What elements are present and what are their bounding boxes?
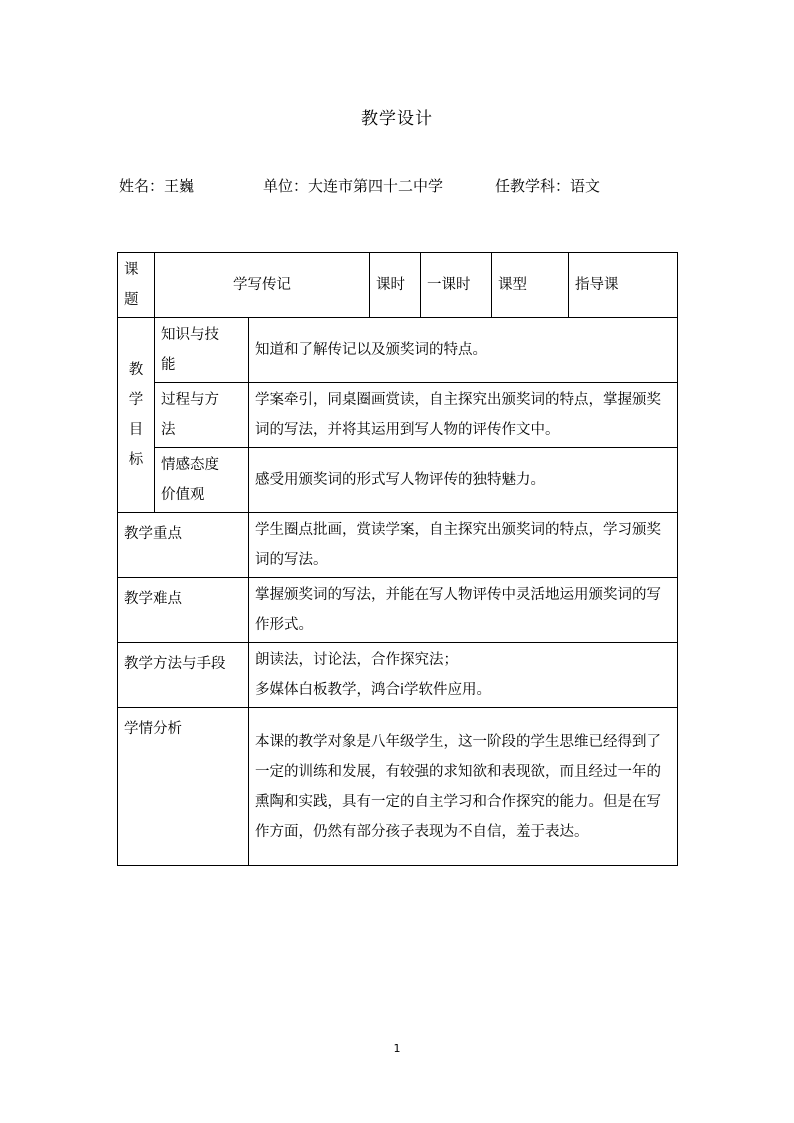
author-subject: 任教学科：语文	[495, 177, 601, 195]
objective-row	[118, 383, 678, 448]
author-unit: 单位：大连市第四十二中学	[263, 177, 444, 195]
type-label: 课型	[492, 253, 569, 318]
analysis-content: 本课的教学对象是八年级学生，这一阶段的学生思维已经得到了一定的训练和发展，有较强的求知欲和表现欲，而且经过一年的熏陶和实践，具有一定的自主学习和合作探究的能力。但是在写作方面，仍然有部分孩子表现为不自信，羞于表达。	[249, 708, 678, 866]
methods-line: 朗读法，讨论法，合作探究法；	[255, 652, 458, 668]
page-number: 1	[393, 1042, 401, 1055]
objective-content: 感受用颁奖词的形式写人物评传的独特魅力。	[249, 448, 678, 513]
topic-value: 学写传记	[155, 253, 370, 318]
key-points-label: 教学重点	[118, 513, 249, 578]
analysis-label: 学情分析	[118, 708, 249, 866]
objective-content: 学案牵引，同桌圈画赏读，自主探究出颁奖词的特点，掌握颁奖词的写法，并将其运用到写人物的评传作文中。	[249, 383, 678, 448]
topic-row	[118, 253, 678, 318]
methods-content	[249, 643, 678, 708]
type-value: 指导课	[569, 253, 678, 318]
objectives-label: 教 学 目 标	[118, 318, 155, 513]
difficulties-content: 掌握颁奖词的写法，并能在写人物评传中灵活地运用颁奖词的写作形式。	[249, 578, 678, 643]
lesson-plan-table	[117, 252, 678, 866]
topic-label: 课 题	[118, 253, 155, 318]
analysis-row	[118, 708, 678, 866]
objective-content: 知道和了解传记以及颁奖词的特点。	[249, 318, 678, 383]
period-label: 课时	[370, 253, 421, 318]
key-points-content: 学生圈点批画，赏读学案，自主探究出颁奖词的特点，学习颁奖词的写法。	[249, 513, 678, 578]
methods-line: 多媒体白板教学，鸿合i学软件应用。	[255, 682, 492, 698]
objective-row	[118, 448, 678, 513]
difficulties-row	[118, 578, 678, 643]
objective-label: 知识与技 能	[155, 318, 249, 383]
methods-label: 教学方法与手段	[118, 643, 249, 708]
period-value: 一课时	[421, 253, 492, 318]
difficulties-label: 教学难点	[118, 578, 249, 643]
document-title: 教学设计	[361, 109, 433, 129]
key-points-row	[118, 513, 678, 578]
objective-label: 情感态度 价值观	[155, 448, 249, 513]
methods-row	[118, 643, 678, 708]
objective-row	[118, 318, 678, 383]
author-name: 姓名：王巍	[119, 177, 195, 195]
objective-label: 过程与方 法	[155, 383, 249, 448]
